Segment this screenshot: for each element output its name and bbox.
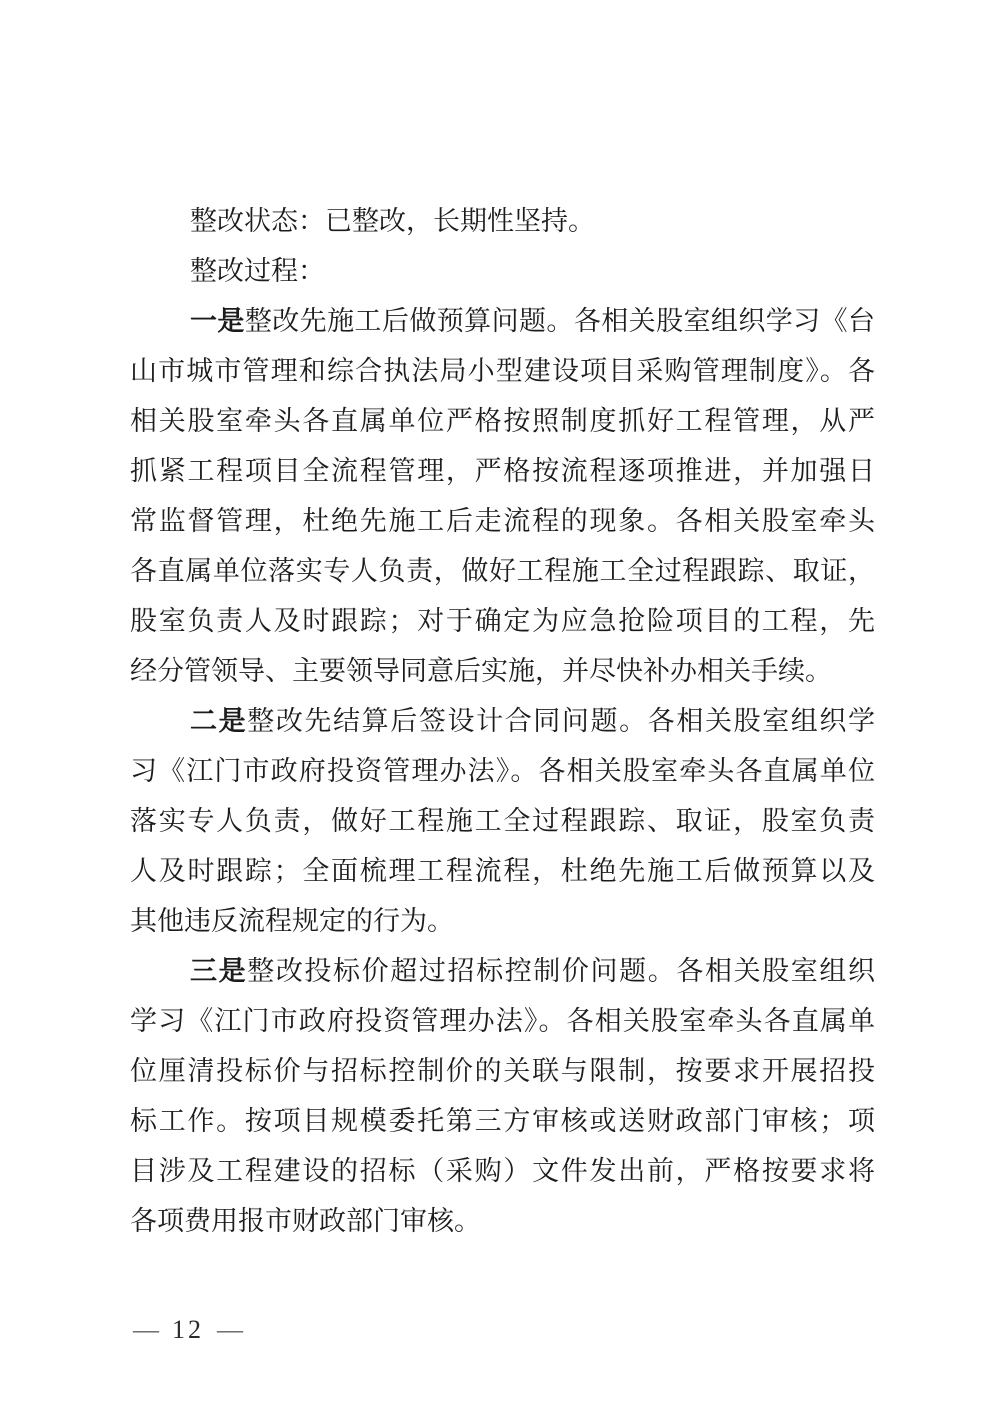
text-line: 各项费用报市财政部门审核。: [130, 1206, 481, 1236]
page-number: 12: [172, 1315, 204, 1344]
bold-lead: 二是: [190, 706, 248, 736]
text-line: 各直属单位落实专人负责，做好工程施工全过程跟踪、取证，: [130, 556, 875, 586]
text-line: 落实专人负责，做好工程施工全过程跟踪、取证，股室负责: [130, 806, 875, 836]
text-line: 标工作。按项目规模委托第三方审核或送财政部门审核；项: [130, 1106, 875, 1136]
text-line: 学习《江门市政府投资管理办法》。各相关股室牵头各直属单: [130, 1006, 875, 1036]
text-line: 三是整改投标价超过招标控制价问题。各相关股室组织: [190, 956, 875, 986]
text-line: 整改过程：: [190, 256, 325, 286]
text-line: 一是整改先施工后做预算问题。各相关股室组织学习《台: [190, 306, 875, 336]
text-line: 位厘清投标价与招标控制价的关联与限制，按要求开展招投: [130, 1056, 875, 1086]
text-line: 股室负责人及时跟踪；对于确定为应急抢险项目的工程，先: [130, 606, 875, 636]
text-line: 相关股室牵头各直属单位严格按照制度抓好工程管理，从严: [130, 406, 875, 436]
page-footer: [133, 1313, 243, 1347]
text-line: 常监督管理，杜绝先施工后走流程的现象。各相关股室牵头: [130, 506, 875, 536]
text-line: 目涉及工程建设的招标（采购）文件发出前，严格按要求将: [130, 1156, 875, 1186]
text-line: 整改状态：已整改，长期性坚持。: [190, 206, 595, 236]
footer-dash-left: —: [133, 1315, 159, 1344]
text-line: 抓紧工程项目全流程管理，严格按流程逐项推进，并加强日: [130, 456, 875, 486]
bold-lead: 三是: [190, 956, 248, 986]
document-body: [130, 198, 875, 1248]
text-line: 经分管领导、主要领导同意后实施，并尽快补办相关手续。: [130, 656, 832, 686]
text-line: 山市城市管理和综合执法局小型建设项目采购管理制度》。各: [130, 356, 875, 386]
bold-lead: 一是: [190, 306, 245, 336]
text-line: 人及时跟踪；全面梳理工程流程，杜绝先施工后做预算以及: [130, 856, 875, 886]
text-line: 习《江门市政府投资管理办法》。各相关股室牵头各直属单位: [130, 756, 875, 786]
text-line: 二是整改先结算后签设计合同问题。各相关股室组织学: [190, 706, 875, 736]
footer-dash-right: —: [217, 1315, 243, 1344]
text-line: 其他违反流程规定的行为。: [130, 906, 454, 936]
